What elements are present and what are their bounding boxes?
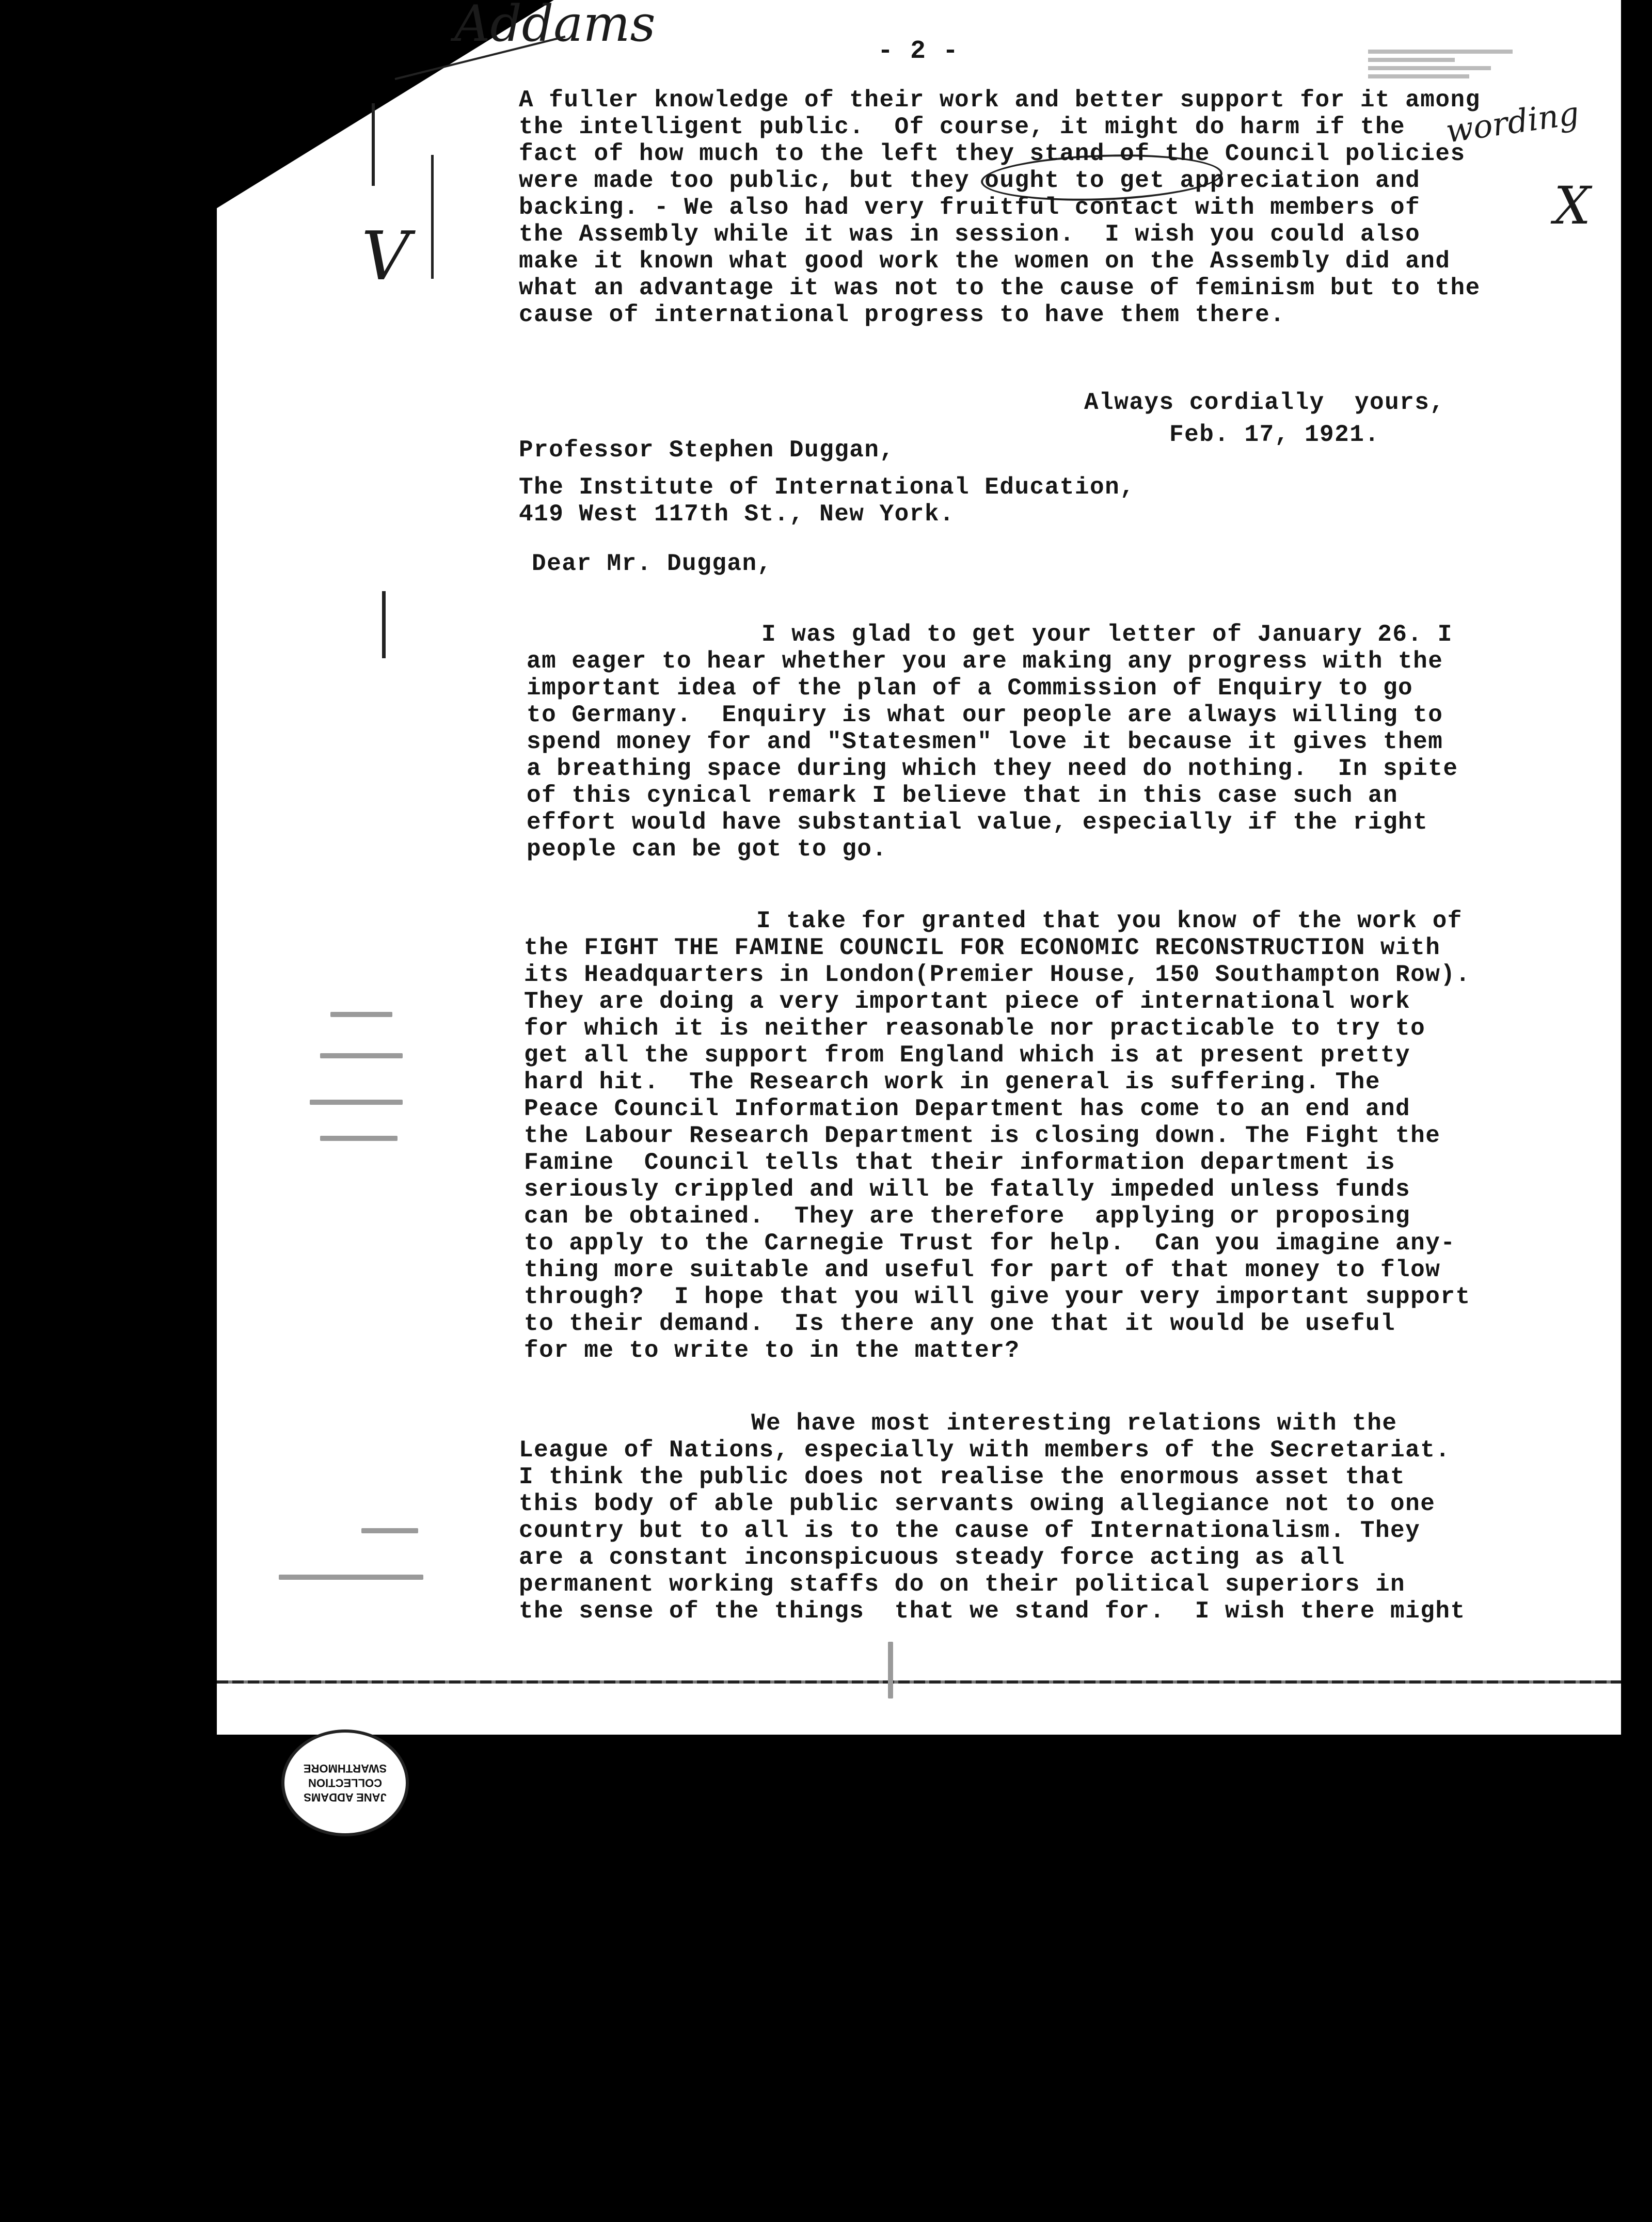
text-line: A fuller knowledge of their work and better support for it among [519,87,1481,114]
text-line: can be obtained. They are therefore applying or proposing [524,1203,1411,1230]
text-line: get all the support from England which is at present pretty [524,1042,1411,1069]
address-line: The Institute of International Education, [519,474,1135,501]
bleed-through-mark [361,1528,418,1533]
faint-header-notation [1368,45,1513,83]
margin-tick [382,591,386,658]
bleed-through-mark [320,1053,403,1058]
text-line: Peace Council Information Department has come to an end and [524,1096,1411,1122]
stamp-line: JANE ADDAMS [304,1791,387,1804]
text-line: I take for granted that you know of the work of [756,908,1463,934]
bleed-through-mark [330,1012,392,1017]
stamp-line: SWARTHMORE [303,1762,387,1775]
valediction: Always cordially yours, [1084,389,1445,416]
bleed-through-mark [888,1642,893,1699]
text-line: spend money for and "Statesmen" love it because it gives them [527,728,1443,755]
handwritten-correction: wording [1443,94,1581,150]
text-line: for me to write to in the matter? [524,1337,1020,1364]
salutation: Dear Mr. Duggan, [532,550,772,577]
bleed-through-mark [310,1100,403,1105]
bleed-through-mark [320,1136,398,1141]
text-line: its Headquarters in London(Premier House, 150 Southampton Row). [524,961,1471,988]
scan-background [0,1735,1652,2222]
margin-bracket [431,155,434,279]
text-line: this body of able public servants owing allegiance not to one [519,1490,1436,1517]
text-line: the Assembly while it was in session. I wish you could also [519,221,1421,248]
text-line: were made too public, but they ought to get appreciation and [519,167,1421,194]
bleed-through-mark [279,1575,423,1580]
page-number: - 2 - [878,37,959,66]
text-line: hard hit. The Research work in general is suffering. The [524,1069,1380,1096]
text-line: They are doing a very important piece of international work [524,988,1411,1015]
margin-bracket [372,103,375,186]
text-line: country but to all is to the cause of Internationalism. They [519,1517,1421,1544]
text-line: important idea of the plan of a Commission of Enquiry to go [527,675,1413,702]
text-line: to apply to the Carnegie Trust for help. Can you imagine any- [524,1230,1456,1257]
text-line: We have most interesting relations with the [751,1410,1397,1437]
text-line: the sense of the things that we stand for. I wish there might [519,1598,1466,1625]
text-line: thing more suitable and useful for part of that money to flow [524,1257,1441,1283]
text-line: make it known what good work the women on the Assembly did and [519,248,1451,275]
text-line: of this cynical remark I believe that in this case such an [527,782,1399,809]
address-line: Professor Stephen Duggan, [519,437,895,464]
text-line: through? I hope that you will give your very important support [524,1283,1471,1310]
text-line: fact of how much to the left they stand of the Council policies [519,140,1466,167]
text-line: League of Nations, especially with members of the Secretariat. [519,1437,1451,1464]
text-line: the FIGHT THE FAMINE COUNCIL FOR ECONOMIC RECONSTRUCTION with [524,934,1441,961]
handwritten-margin-mark: V [361,217,410,295]
text-line: I think the public does not realise the enormous asset that [519,1464,1406,1490]
text-line: the intelligent public. Of course, it might do harm if the [519,114,1406,140]
text-line: what an advantage it was not to the cause of feminism but to the [519,275,1481,301]
text-line: I was glad to get your letter of January 26. I [761,621,1453,648]
text-line: to their demand. Is there any one that it would be useful [524,1310,1396,1337]
handwritten-name: Addams [454,0,656,53]
text-line: cause of international progress to have them there. [519,301,1285,328]
text-line: seriously crippled and will be fatally impeded unless funds [524,1176,1411,1203]
archive-stamp [281,1729,409,1836]
letter-date: Feb. 17, 1921. [1169,421,1380,448]
text-line: people can be got to go. [527,836,887,863]
text-line: permanent working staffs do on their political superiors in [519,1571,1406,1598]
text-line: Famine Council tells that their information department is [524,1149,1396,1176]
text-line: to Germany. Enquiry is what our people are always willing to [527,702,1443,728]
text-line: for which it is neither reasonable nor practicable to try to [524,1015,1426,1042]
handwritten-x-mark: X [1554,176,1591,236]
stamp-line: COLLECTION [308,1776,382,1790]
text-line: effort would have substantial value, especially if the right [527,809,1428,836]
text-line: a breathing space during which they need do nothing. In spite [527,755,1458,782]
text-line: am eager to hear whether you are making any progress with the [527,648,1443,675]
text-line: are a constant inconspicuous steady force acting as all [519,1544,1345,1571]
text-line: backing. - We also had very fruitful contact with members of [519,194,1421,221]
address-line: 419 West 117th St., New York. [519,501,955,528]
text-line: the Labour Research Department is closing down. The Fight the [524,1122,1441,1149]
